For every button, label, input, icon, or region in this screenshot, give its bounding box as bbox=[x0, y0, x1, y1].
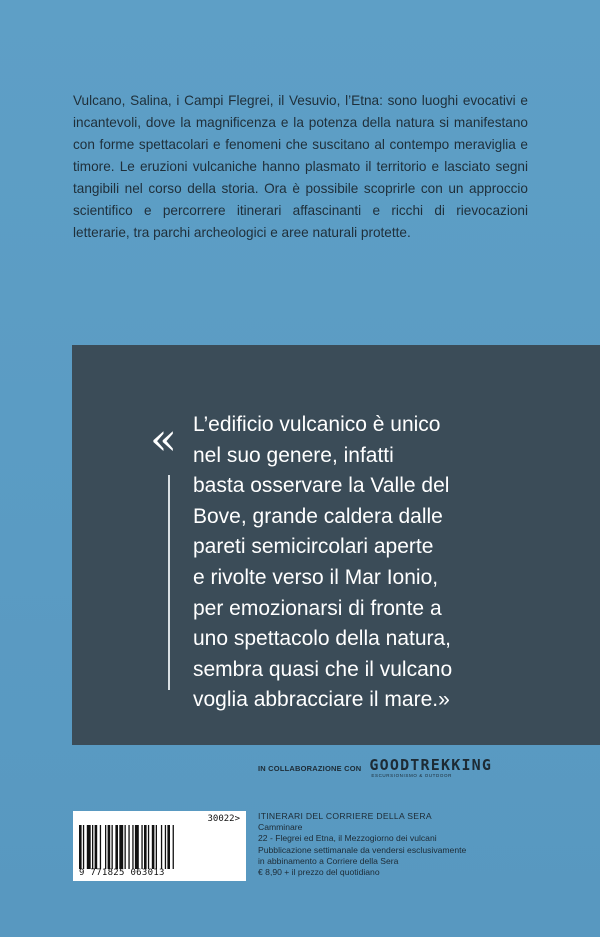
quote-line: e rivolte verso il Mar Ionio, bbox=[193, 565, 439, 589]
collection-name: Camminare bbox=[258, 822, 303, 833]
quote-text bbox=[193, 410, 523, 716]
quote-line: pareti semicircolari aperte bbox=[193, 535, 434, 559]
quote-line: Bove, grande caldera dalle bbox=[193, 504, 443, 528]
sales-note: in abbinamento a Corriere della Sera bbox=[258, 855, 399, 866]
barcode bbox=[73, 811, 246, 881]
quote-line: sembra quasi che il vulcano bbox=[193, 657, 453, 681]
barcode-number: 9 771825 063013 bbox=[79, 868, 165, 878]
quote-line: basta osservare la Valle del bbox=[193, 474, 450, 498]
series-name: ITINERARI DEL CORRIERE DELLA SERA bbox=[258, 811, 432, 821]
price: € 8,90 + il prezzo del quotidiano bbox=[258, 867, 380, 878]
quote-line: per emozionarsi di fronte a bbox=[193, 596, 442, 620]
logo-wordmark: GOODTREKKING bbox=[369, 755, 493, 774]
logo-tagline: ESCURSIONISMO & OUTDOOR bbox=[371, 772, 452, 778]
quote-line: voglia abbracciare il mare.» bbox=[193, 688, 450, 712]
publication-info bbox=[258, 811, 588, 878]
quote-open-mark: « bbox=[150, 414, 171, 465]
volume-title: 22 - Flegrei ed Etna, il Mezzogiorno dei vulcani bbox=[258, 833, 437, 844]
goodtrekking-logo bbox=[369, 755, 493, 779]
collaboration-label: IN COLLABORAZIONE CON bbox=[258, 763, 362, 773]
collaboration-credit bbox=[258, 755, 493, 778]
sales-note: Pubblicazione settimanale da vendersi esclusivamente bbox=[258, 844, 467, 855]
quote-vertical-rule bbox=[168, 475, 170, 690]
intro-paragraph: Vulcano, Salina, i Campi Flegrei, il Vesuvio, l’Etna: sono luoghi evocativi e incantevoli, dove la magnificenza e la potenza della natura si manifestano con forme spettacolari e fenomeni che suscitano al contempo meraviglia e timore. Le eruzioni vulcaniche hanno plasmato il territorio e lasciato segni tangibili nel corso della storia. Ora è possibile scoprirle con un approccio scientifico e percorrere itinerari affascinanti e ricchi di rievocazioni letterarie, tra parchi archeologici e aree naturali protette. bbox=[73, 92, 528, 240]
quote-line: nel suo genere, infatti bbox=[193, 443, 394, 467]
quote-line: uno spettacolo della natura, bbox=[193, 627, 452, 651]
quote-line: L’edificio vulcanico è unico bbox=[193, 413, 441, 436]
barcode-issue-code: 30022> bbox=[207, 814, 240, 824]
barcode-bars bbox=[79, 825, 207, 869]
